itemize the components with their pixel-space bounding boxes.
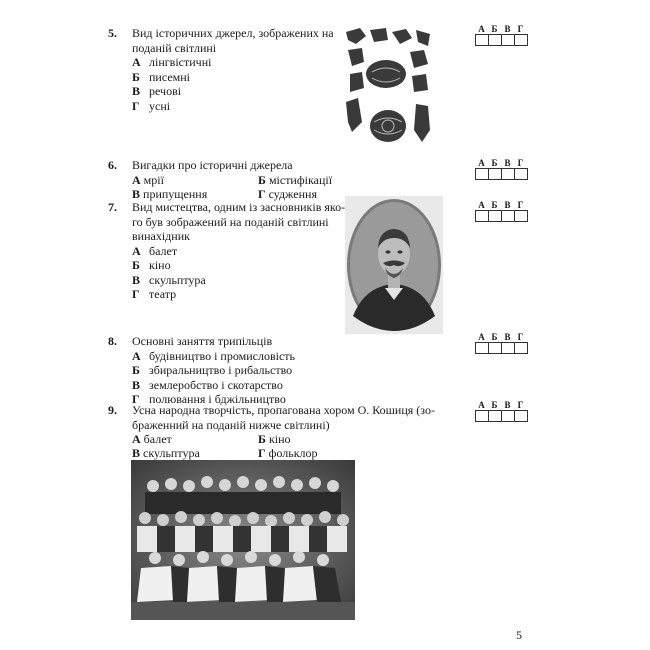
grid-6-letter-b: Б [491,158,498,168]
question-9 [132,403,444,460]
question-7-option-g: Г театр [132,287,177,301]
question-9-text-line-1: Усна народна творчість, пропагована хором О. Кошиця (зо- [132,403,435,417]
answer-box-6-a[interactable] [475,168,489,180]
grid-5-letter-g: Г [517,24,524,34]
question-8-option-g: Г полювання і бджільництво [132,392,286,406]
grid-9-letter-g: Г [517,400,524,410]
grid-7-letter-v: В [504,200,511,210]
grid-5-letter-v: В [504,24,511,34]
answer-grid-5 [475,24,527,46]
question-6-option-v: В припущення [132,187,208,201]
question-7-text-line-2: го був зображений на поданій світлині [132,214,329,229]
question-7 [132,200,346,302]
answer-box-5-g[interactable] [514,34,528,46]
question-8-option-b: Б збиральництво і рибальство [132,363,293,377]
grid-7-letter-a: А [478,200,485,210]
question-5-text-line-2: поданій світлині [132,40,217,55]
inventor-portrait-photo [345,196,443,334]
question-7-option-a: А балет [132,243,178,258]
question-5-option-a: А лінгвістичні [132,55,212,69]
question-8-option-v: В землеробство і скотарство [132,377,283,392]
question-9-option-g: Г фольклор [258,446,318,460]
grid-7-letter-b: Б [491,200,498,210]
question-5-option-v: В речові [132,84,182,98]
grid-5-letter-b: Б [491,24,498,34]
question-7-number: 7. [108,200,117,214]
answer-box-8-v[interactable] [501,342,515,354]
grid-9-letter-b: Б [491,400,498,410]
question-5-option-g: Г усні [132,98,171,113]
answer-box-5-b[interactable] [488,34,502,46]
grid-8-letter-a: А [478,332,485,342]
answer-box-7-b[interactable] [488,210,502,222]
question-8-option-a: А будівництво і промисловість [132,348,295,363]
choir-group-photo [131,460,355,620]
question-6-option-b: Б містифікації [258,173,333,187]
question-5-option-b: Б писемні [132,69,190,84]
grid-6-letter-v: В [504,158,511,168]
question-6-text-line-1: Вигадки про історичні джерела [132,158,293,172]
question-5-number: 5. [108,26,117,40]
answer-grid-8 [475,332,527,354]
answer-box-7-g[interactable] [514,210,528,222]
question-5-text-line-1: Вид історичних джерел, зображених на [132,26,334,40]
answer-grid-7 [475,200,527,222]
grid-5-letter-a: А [478,24,485,34]
answer-box-9-v[interactable] [501,410,515,422]
answer-box-9-a[interactable] [475,410,489,422]
answer-box-7-a[interactable] [475,210,489,222]
answer-box-8-b[interactable] [488,342,502,354]
artifacts-photo [342,26,434,154]
page-number: 5 [516,628,522,642]
question-9-text-line-2: браженний на поданій нижче світлині) [132,417,330,432]
question-9-option-v: В скульптура [132,446,200,460]
grid-6-letter-g: Г [517,158,524,168]
answer-box-9-g[interactable] [514,410,528,422]
question-5 [132,26,337,113]
answer-box-5-a[interactable] [475,34,489,46]
answer-box-9-b[interactable] [488,410,502,422]
answer-box-6-g[interactable] [514,168,528,180]
grid-8-letter-b: Б [491,332,498,342]
answer-box-8-g[interactable] [514,342,528,354]
answer-grid-6 [475,158,527,180]
question-6-number: 6. [108,158,117,172]
question-8-text-line-1: Основні заняття трипільців [132,334,273,348]
grid-6-letter-a: А [478,158,485,168]
question-9-option-b: Б кіно [258,432,291,446]
grid-8-letter-v: В [504,332,511,342]
question-7-text-line-1: Вид мистецтва, одним із засновників яко- [132,200,346,214]
question-6-option-a: А мрії [132,173,164,187]
question-9-number: 9. [108,403,117,417]
question-8 [132,334,352,407]
answer-grid-9 [475,400,527,422]
question-6 [132,158,372,202]
grid-9-letter-a: А [478,400,485,410]
question-7-option-b: Б кіно [132,258,171,272]
question-7-option-v: В скульптура [132,272,206,287]
answer-box-7-v[interactable] [501,210,515,222]
answer-box-8-a[interactable] [475,342,489,354]
grid-9-letter-v: В [504,400,511,410]
answer-box-6-b[interactable] [488,168,502,180]
question-8-number: 8. [108,334,117,348]
answer-box-5-v[interactable] [501,34,515,46]
question-7-text-line-3: винахідник [132,229,190,243]
answer-box-6-v[interactable] [501,168,515,180]
question-9-option-a: А балет [132,432,172,446]
grid-8-letter-g: Г [517,332,524,342]
question-6-option-g: Г судження [258,187,317,201]
grid-7-letter-g: Г [517,200,524,210]
